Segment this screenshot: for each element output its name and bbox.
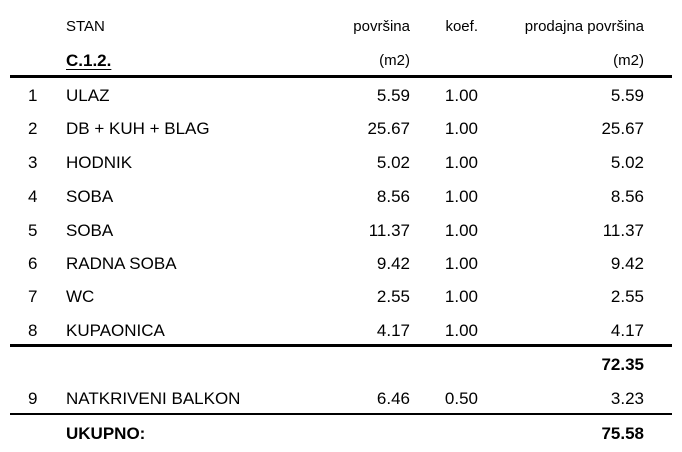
room-area: 6.46 bbox=[376, 389, 410, 408]
row-number: 6 bbox=[28, 254, 38, 273]
row-number: 2 bbox=[28, 119, 38, 138]
room-area: 5.02 bbox=[376, 153, 410, 172]
room-area: 5.59 bbox=[376, 86, 410, 105]
room-name: NATKRIVENI BALKON bbox=[66, 389, 241, 408]
col-sale-area-unit: (m2) bbox=[613, 52, 644, 69]
room-sale-area: 9.42 bbox=[610, 254, 644, 273]
room-name: HODNIK bbox=[66, 153, 133, 172]
room-sale-area: 4.17 bbox=[610, 321, 644, 340]
room-area: 9.42 bbox=[376, 254, 410, 273]
room-area: 2.55 bbox=[376, 287, 410, 306]
col-coef-header: koef. bbox=[445, 18, 478, 35]
total-label: UKUPNO: bbox=[66, 424, 146, 443]
header-rule bbox=[10, 75, 672, 78]
room-sale-area: 8.56 bbox=[610, 187, 644, 206]
room-name: RADNA SOBA bbox=[66, 254, 177, 273]
room-sale-area: 2.55 bbox=[610, 287, 644, 306]
room-coef: 0.50 bbox=[444, 389, 478, 408]
room-coef: 1.00 bbox=[444, 86, 478, 105]
row-number: 1 bbox=[28, 86, 38, 105]
room-area: 11.37 bbox=[368, 221, 410, 240]
room-coef: 1.00 bbox=[444, 153, 478, 172]
room-name: WC bbox=[66, 287, 95, 306]
room-coef: 1.00 bbox=[444, 119, 478, 138]
room-name: SOBA bbox=[66, 221, 114, 240]
room-coef: 1.00 bbox=[444, 254, 478, 273]
subtotal-value: 72.35 bbox=[601, 355, 644, 374]
room-name: DB + KUH + BLAG bbox=[66, 119, 210, 138]
col-area-unit: (m2) bbox=[379, 52, 410, 69]
room-name: SOBA bbox=[66, 187, 114, 206]
room-sale-area: 3.23 bbox=[610, 389, 644, 408]
row-number: 3 bbox=[28, 153, 38, 172]
room-coef: 1.00 bbox=[444, 321, 478, 340]
room-area: 4.17 bbox=[376, 321, 410, 340]
room-coef: 1.00 bbox=[444, 287, 478, 306]
stan-label: STAN bbox=[66, 18, 105, 35]
row-number: 7 bbox=[28, 287, 38, 306]
row-number: 8 bbox=[28, 321, 38, 340]
total-value: 75.58 bbox=[601, 424, 644, 443]
room-sale-area: 5.02 bbox=[610, 153, 644, 172]
room-sale-area: 11.37 bbox=[602, 221, 644, 240]
room-name: ULAZ bbox=[66, 86, 110, 105]
room-sale-area: 5.59 bbox=[610, 86, 644, 105]
total-rule bbox=[10, 413, 672, 415]
subtotal-rule bbox=[10, 344, 672, 347]
row-number: 5 bbox=[28, 221, 38, 240]
row-number: 9 bbox=[28, 389, 38, 408]
row-number: 4 bbox=[28, 187, 38, 206]
unit-code: C.1.2. bbox=[66, 51, 112, 70]
room-area: 25.67 bbox=[367, 119, 410, 138]
col-area-header: površina bbox=[353, 18, 410, 35]
col-sale-area-header: prodajna površina bbox=[524, 18, 644, 35]
room-name: KUPAONICA bbox=[66, 321, 165, 340]
room-coef: 1.00 bbox=[444, 221, 478, 240]
room-area: 8.56 bbox=[376, 187, 410, 206]
room-coef: 1.00 bbox=[444, 187, 478, 206]
room-sale-area: 25.67 bbox=[601, 119, 644, 138]
